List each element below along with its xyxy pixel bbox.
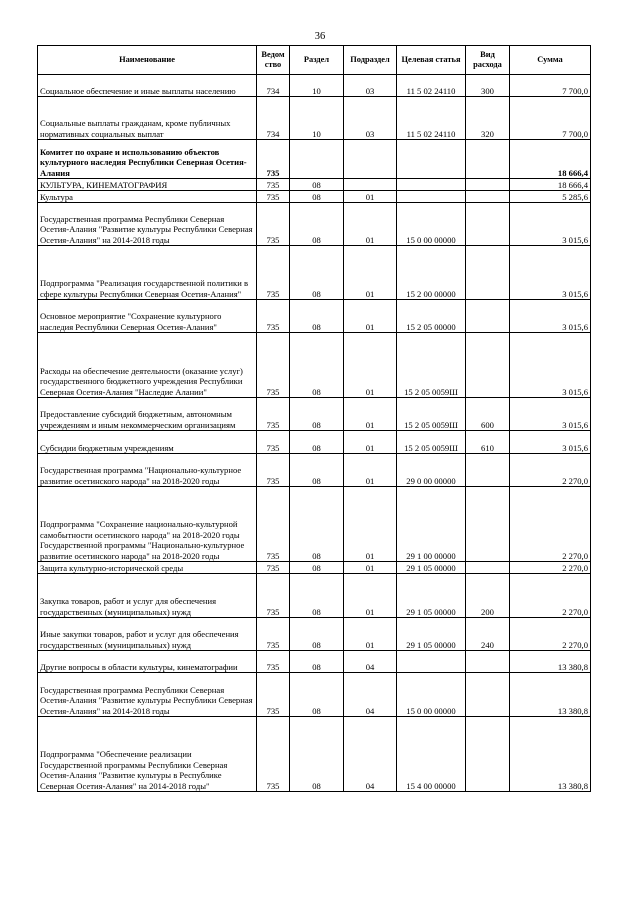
cell-section: 08: [290, 717, 344, 792]
cell-subsection: 01: [344, 562, 397, 574]
cell-section: 08: [290, 487, 344, 562]
cell-section: 08: [290, 431, 344, 454]
table-row: [38, 300, 591, 333]
cell-subsection: 01: [344, 398, 397, 431]
cell-exptype: 240: [466, 618, 510, 651]
cell-name: Иные закупки товаров, работ и услуг для обеспечения государственных (муниципальных) нужд: [38, 618, 257, 651]
cell-exptype: [466, 454, 510, 487]
cell-name: КУЛЬТУРА, КИНЕМАТОГРАФИЯ: [38, 179, 257, 191]
cell-dept: 735: [257, 562, 290, 574]
cell-exptype: [466, 300, 510, 333]
cell-dept: 735: [257, 179, 290, 191]
cell-dept: 735: [257, 618, 290, 651]
table-row: [38, 717, 591, 792]
cell-dept: 735: [257, 454, 290, 487]
cell-dept: 735: [257, 398, 290, 431]
cell-sum: 3 015,6: [510, 246, 591, 300]
cell-subsection: 04: [344, 651, 397, 673]
cell-sum: 2 270,0: [510, 574, 591, 618]
cell-exptype: 320: [466, 97, 510, 140]
cell-section: 08: [290, 651, 344, 673]
cell-sum: 2 270,0: [510, 454, 591, 487]
cell-sum: 18 666,4: [510, 179, 591, 191]
cell-sum: 5 285,6: [510, 191, 591, 203]
cell-dept: 735: [257, 431, 290, 454]
cell-sum: 2 270,0: [510, 562, 591, 574]
table-row: [38, 333, 591, 398]
header-section: Раздел: [290, 46, 344, 75]
cell-target: 15 0 00 00000: [397, 673, 466, 717]
cell-exptype: [466, 246, 510, 300]
table-row: [38, 487, 591, 562]
cell-exptype: [466, 179, 510, 191]
cell-subsection: 01: [344, 246, 397, 300]
cell-sum: 3 015,6: [510, 203, 591, 246]
cell-dept: 735: [257, 487, 290, 562]
table-row: [38, 179, 591, 191]
cell-sum: 18 666,4: [510, 140, 591, 179]
cell-section: 08: [290, 300, 344, 333]
cell-sum: 3 015,6: [510, 300, 591, 333]
cell-exptype: 200: [466, 574, 510, 618]
cell-subsection: 01: [344, 300, 397, 333]
cell-sum: 3 015,6: [510, 398, 591, 431]
cell-exptype: [466, 651, 510, 673]
cell-subsection: [344, 179, 397, 191]
cell-dept: 734: [257, 97, 290, 140]
cell-subsection: 01: [344, 333, 397, 398]
table-row: [38, 191, 591, 203]
cell-name: Другие вопросы в области культуры, кинематографии: [38, 651, 257, 673]
cell-target: 15 2 05 0059Ш: [397, 333, 466, 398]
cell-exptype: [466, 717, 510, 792]
cell-exptype: 600: [466, 398, 510, 431]
cell-exptype: [466, 562, 510, 574]
cell-target: 29 0 00 00000: [397, 454, 466, 487]
table-row: [38, 574, 591, 618]
cell-target: 29 1 05 00000: [397, 574, 466, 618]
cell-section: 08: [290, 574, 344, 618]
cell-exptype: [466, 203, 510, 246]
cell-subsection: 01: [344, 454, 397, 487]
cell-subsection: 01: [344, 618, 397, 651]
cell-target: 15 0 00 00000: [397, 203, 466, 246]
table-row: [38, 140, 591, 179]
cell-dept: 734: [257, 75, 290, 97]
table-row: [38, 431, 591, 454]
cell-section: 10: [290, 75, 344, 97]
cell-dept: 735: [257, 717, 290, 792]
cell-section: 08: [290, 203, 344, 246]
table-row: [38, 75, 591, 97]
cell-section: 08: [290, 333, 344, 398]
cell-name: Предоставление субсидий бюджетным, автономным учреждениям и иным некоммерческим организациям: [38, 398, 257, 431]
cell-sum: 3 015,6: [510, 431, 591, 454]
cell-name: Подпрограмма "Обеспечение реализации Государственной программы Республики Северная Осетия-Алания "Развитие культуры в Республике Северная Осетия-Алания" на 2014-2018 годы": [38, 717, 257, 792]
cell-subsection: 01: [344, 574, 397, 618]
header-subsection: Подраздел: [344, 46, 397, 75]
cell-target: [397, 179, 466, 191]
cell-dept: 735: [257, 651, 290, 673]
cell-name: Подпрограмма "Сохранение национально-культурной самобытности осетинского народа" на 2018-2020 годы Государственной программы "Национально-культурное развитие осетинского народа" на 2018-2020 годы: [38, 487, 257, 562]
cell-subsection: 01: [344, 487, 397, 562]
cell-dept: 735: [257, 191, 290, 203]
cell-target: 15 4 00 00000: [397, 717, 466, 792]
cell-dept: 735: [257, 574, 290, 618]
cell-dept: 735: [257, 673, 290, 717]
cell-name: Основное мероприятие "Сохранение культурного наследия Республики Северная Осетия-Алания": [38, 300, 257, 333]
cell-target: 15 2 05 0059Ш: [397, 398, 466, 431]
cell-dept: 735: [257, 246, 290, 300]
cell-section: 08: [290, 562, 344, 574]
cell-sum: 2 270,0: [510, 618, 591, 651]
table-row: [38, 454, 591, 487]
cell-name: Закупка товаров, работ и услуг для обеспечения государственных (муниципальных) нужд: [38, 574, 257, 618]
cell-section: 08: [290, 246, 344, 300]
cell-name: Государственная программа "Национально-культурное развитие осетинского народа" на 2018-2020 годы: [38, 454, 257, 487]
page-number: 36: [314, 31, 326, 42]
cell-name: Социальное обеспечение и иные выплаты населению: [38, 75, 257, 97]
cell-section: [290, 140, 344, 179]
cell-name: Подпрограмма "Реализация государственной политики в сфере культуры Республики Северная Осетия-Алания": [38, 246, 257, 300]
cell-target: 11 5 02 24110: [397, 75, 466, 97]
cell-sum: 3 015,6: [510, 333, 591, 398]
cell-target: 15 2 00 00000: [397, 246, 466, 300]
cell-name: Защита культурно-исторической среды: [38, 562, 257, 574]
cell-section: 08: [290, 618, 344, 651]
cell-subsection: 04: [344, 717, 397, 792]
table-row: [38, 618, 591, 651]
cell-exptype: [466, 487, 510, 562]
cell-name: Государственная программа Республики Северная Осетия-Алания "Развитие культуры Республики Северная Осетия-Алания" на 2014-2018 годы: [38, 203, 257, 246]
header-target: Целевая статья: [397, 46, 466, 75]
table-row: [38, 562, 591, 574]
cell-target: 29 1 05 00000: [397, 618, 466, 651]
table-row: [38, 398, 591, 431]
cell-section: 08: [290, 673, 344, 717]
header-sum: Сумма: [510, 46, 591, 75]
cell-section: 08: [290, 179, 344, 191]
cell-section: 10: [290, 97, 344, 140]
cell-name: Расходы на обеспечение деятельности (оказание услуг) государственного бюджетного учреждения Республики Северная Осетия-Алания "Наследие Алании": [38, 333, 257, 398]
cell-dept: 735: [257, 333, 290, 398]
table-row: [38, 651, 591, 673]
cell-target: 15 2 05 0059Ш: [397, 431, 466, 454]
cell-exptype: [466, 333, 510, 398]
cell-sum: 7 700,0: [510, 97, 591, 140]
cell-subsection: 04: [344, 673, 397, 717]
cell-target: 29 1 00 00000: [397, 487, 466, 562]
cell-exptype: 300: [466, 75, 510, 97]
cell-name: Культура: [38, 191, 257, 203]
cell-sum: 13 380,8: [510, 673, 591, 717]
cell-target: [397, 191, 466, 203]
cell-subsection: 03: [344, 97, 397, 140]
cell-target: 15 2 05 00000: [397, 300, 466, 333]
cell-dept: 735: [257, 140, 290, 179]
table-row: [38, 673, 591, 717]
table-row: [38, 203, 591, 246]
cell-name: Субсидии бюджетным учреждениям: [38, 431, 257, 454]
cell-subsection: 03: [344, 75, 397, 97]
cell-exptype: [466, 191, 510, 203]
header-row: [38, 46, 591, 75]
cell-sum: 2 270,0: [510, 487, 591, 562]
cell-name: Социальные выплаты гражданам, кроме публичных нормативных социальных выплат: [38, 97, 257, 140]
header-exptype: Вид расхода: [466, 46, 510, 75]
cell-dept: 735: [257, 203, 290, 246]
table-row: [38, 97, 591, 140]
cell-subsection: 01: [344, 203, 397, 246]
cell-section: 08: [290, 191, 344, 203]
header-name: Наименование: [38, 46, 257, 75]
cell-subsection: 01: [344, 191, 397, 203]
cell-section: 08: [290, 398, 344, 431]
cell-name: Комитет по охране и использованию объектов культурного наследия Республики Северная Осетия-Алания: [38, 140, 257, 179]
budget-table: [37, 45, 591, 792]
cell-sum: 13 380,8: [510, 717, 591, 792]
table-row: [38, 246, 591, 300]
cell-target: [397, 651, 466, 673]
header-dept: Ведом ство: [257, 46, 290, 75]
cell-exptype: 610: [466, 431, 510, 454]
cell-exptype: [466, 140, 510, 179]
cell-subsection: 01: [344, 431, 397, 454]
cell-sum: 7 700,0: [510, 75, 591, 97]
cell-target: 29 1 05 00000: [397, 562, 466, 574]
cell-subsection: [344, 140, 397, 179]
cell-target: [397, 140, 466, 179]
cell-exptype: [466, 673, 510, 717]
cell-name: Государственная программа Республики Северная Осетия-Алания "Развитие культуры Республики Северная Осетия-Алания" на 2014-2018 годы: [38, 673, 257, 717]
cell-section: 08: [290, 454, 344, 487]
cell-target: 11 5 02 24110: [397, 97, 466, 140]
cell-dept: 735: [257, 300, 290, 333]
cell-sum: 13 380,8: [510, 651, 591, 673]
